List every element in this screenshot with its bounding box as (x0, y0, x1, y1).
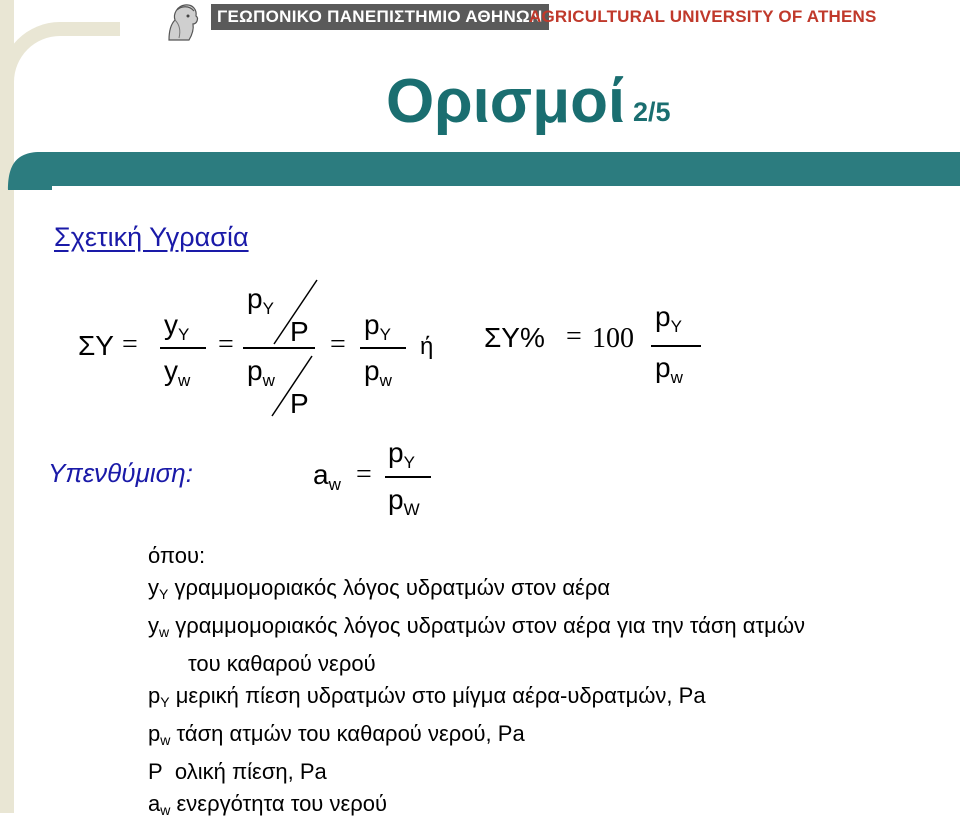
reminder-label: Υπενθύμιση: (48, 458, 193, 488)
equals-sign: = (122, 329, 138, 360)
equals-sign: = (356, 459, 372, 490)
legend-item-continuation: του καθαρού νερού (188, 651, 376, 676)
denominator-pW: $p_W$ (388, 484, 420, 519)
athena-head-icon (163, 2, 201, 42)
numerator-pY: $p_Y$ (655, 301, 682, 336)
section-title: Σχετική Υγρασία (54, 222, 249, 252)
fraction-bar (385, 476, 431, 478)
fraction-bar (360, 347, 406, 349)
numerator-pY: $p_Y$ (247, 283, 274, 318)
legend-item: $y_w$ γραμμομοριακός λόγος υδρατμών στον αέρα για την τάση ατμών (148, 613, 806, 640)
title-divider-bar (0, 148, 960, 190)
equals-sign: = (330, 329, 346, 360)
denominator-P: P (290, 388, 309, 419)
fraction-bar (160, 347, 206, 349)
division-slashes (262, 278, 322, 418)
aw-symbol: $a_w$ (313, 459, 341, 494)
denominator-yw: $y_w$ (164, 355, 191, 390)
numerator-P: P (290, 316, 309, 347)
equals-sign: = (218, 329, 234, 360)
hundred: 100 (592, 323, 634, 354)
university-logo (163, 2, 201, 42)
numerator-pY: $p_Y$ (364, 309, 391, 344)
equals-sign: = (566, 321, 582, 352)
slide-page-number: 2/5 (633, 97, 671, 127)
slide-title: Ορισμοί (386, 67, 626, 136)
legend-item: $a_w$ ενεργότητα του νερού (148, 791, 388, 818)
legend-item: $p_w$ τάση ατμών του καθαρού νερού, Pa (148, 721, 525, 748)
legend-intro: όπου: (148, 543, 206, 568)
symbol-legend (148, 540, 805, 826)
left-frame-bar (0, 0, 14, 813)
numerator-yY: $y_Y$ (164, 309, 190, 344)
greek-university-name: ΓΕΩΠΟΝΙΚΟ ΠΑΝΕΠΙΣΤΗΜΙΟ ΑΘΗΝΩΝ (211, 4, 549, 30)
legend-item: $p_Y$ μερική πίεση υδρατμών στο μίγμα αέρα-υδρατμών, Pa (148, 683, 706, 710)
numerator-pY: $p_Y$ (388, 437, 415, 472)
english-university-name: AGRICULTURAL UNIVERSITY OF ATHENS (529, 7, 877, 26)
formula-lhs: ΣΥ (78, 330, 114, 361)
denominator-pw: $p_w$ (655, 352, 683, 387)
frame-curve (0, 22, 120, 102)
percent-lhs: ΣΥ% (484, 322, 545, 353)
denominator-pw: $p_w$ (364, 355, 392, 390)
or-word: ή (420, 333, 434, 360)
fraction-bar (651, 345, 701, 347)
denominator-pw: $p_w$ (247, 355, 275, 390)
legend-item: $y_Y$ γραμμομοριακός λόγος υδρατμών στον αέρα (148, 575, 611, 602)
legend-item: P ολική πίεση, Pa (148, 759, 327, 784)
